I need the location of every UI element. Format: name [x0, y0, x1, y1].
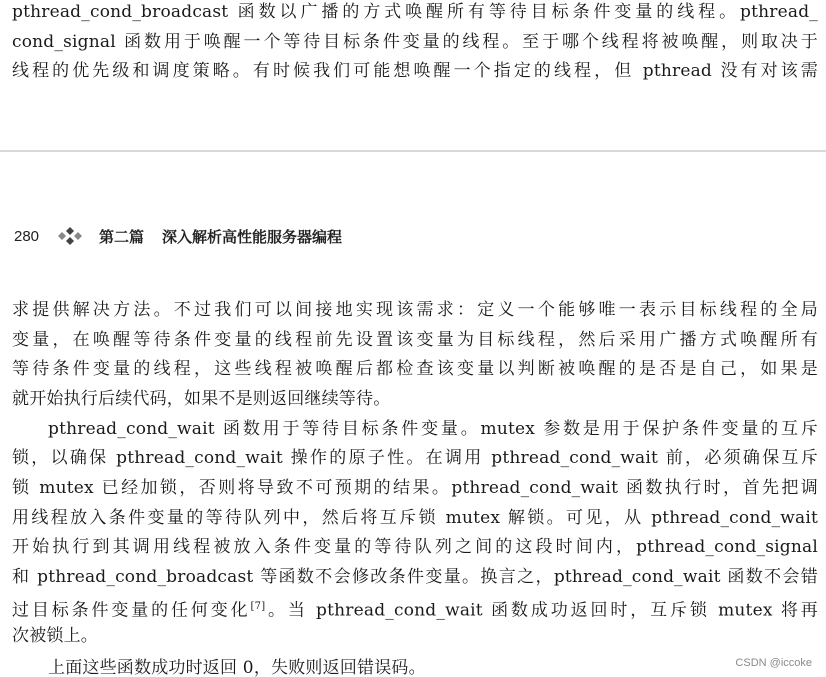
text-line: 线程的优先级和调度策略。有时候我们可能想唤醒一个指定的线程，但 pthread 没有对该需 — [12, 61, 818, 81]
text-line — [12, 595, 818, 623]
citation: [7] — [250, 601, 266, 612]
text-line: 上面这些函数成功时返回 0，失败则返回错误码。 — [48, 658, 426, 677]
text-line: 等待条件变量的线程，这些线程被唤醒后都检查该变量以判断被唤醒的是否是自己，如果是 — [12, 359, 818, 379]
text-line: cond_signal 函数用于唤醒一个等待目标条件变量的线程。至于哪个线程将被唤醒，则取决于 — [12, 32, 818, 52]
text-line: 和 pthread_cond_broadcast 等函数不会修改条件变量。换言之，pthread_cond_wait 函数不会错 — [12, 567, 818, 587]
text-line: 求提供解决方法。不过我们可以间接地实现该需求：定义一个能够唯一表示目标线程的全局 — [12, 300, 818, 320]
text-line: pthread_cond_wait 函数用于等待目标条件变量。mutex 参数是用于保护条件变量的互斥 — [48, 419, 818, 439]
text-line: 锁，以确保 pthread_cond_wait 操作的原子性。在调用 pthread_cond_wait 前，必须确保互斥 — [12, 448, 818, 468]
text-segment: 。当 pthread_cond_wait 函数成功返回时，互斥锁 mutex 将再 — [265, 600, 818, 621]
previous-page-fragment — [0, 0, 826, 150]
part-title: 深入解析高性能服务器编程 — [162, 227, 343, 246]
part-label: 第二篇 — [99, 227, 145, 246]
text-line: 变量，在唤醒等待条件变量的线程前先设置该变量为目标线程，然后采用广播方式唤醒所有 — [12, 330, 818, 350]
text-line: 锁 mutex 已经加锁，否则将导致不可预期的结果。pthread_cond_wait 函数执行时，首先把调 — [12, 478, 818, 498]
text-segment: 过目标条件变量的任何变化 — [12, 600, 251, 621]
text-line: 用线程放入条件变量的等待队列中，然后将互斥锁 mutex 解锁。可见，从 pthread_cond_wait — [12, 508, 818, 528]
watermark: CSDN @iccoke — [735, 657, 812, 669]
text-line: 就开始执行后续代码，如果不是则返回继续等待。 — [12, 389, 391, 409]
text-line: 次被锁上。 — [12, 626, 98, 646]
running-header — [14, 224, 342, 248]
current-page — [0, 152, 826, 677]
text-line: 开始执行到其调用线程被放入条件变量的等待队列之间的这段时间内，pthread_cond_signal — [12, 537, 818, 557]
four-diamond-icon — [57, 226, 83, 246]
text-line: pthread_cond_broadcast 函数以广播的方式唤醒所有等待目标条件变量的线程。pthread_ — [12, 2, 818, 22]
page-number: 280 — [14, 227, 40, 245]
